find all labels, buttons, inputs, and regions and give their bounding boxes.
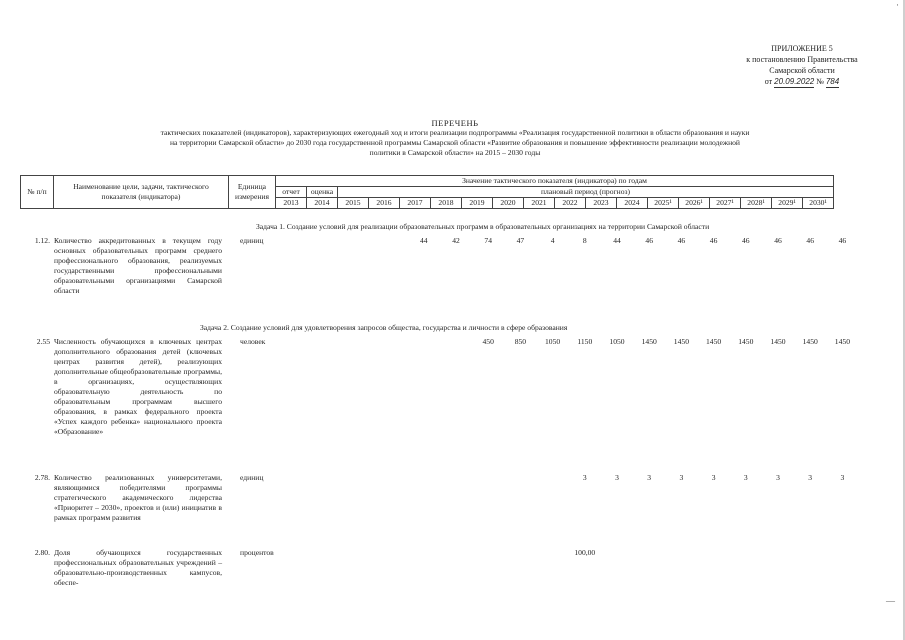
row-value-2023: 3 — [615, 473, 619, 482]
row-unit: единиц — [240, 236, 264, 245]
header-year: 2030¹ — [803, 198, 834, 209]
row-value-2026: 46 — [709, 236, 718, 245]
header-values-title: Значение тактического показателя (индикатора) по годам — [276, 176, 834, 187]
document-title — [40, 118, 870, 158]
row-indicator-name: Доля обучающихся государственных профессиональных образовательных учреждений – образовательно-производственных кампусов, обеспе- — [54, 548, 222, 587]
row-value-2030: 1450 — [834, 337, 850, 346]
row-value-2028: 1450 — [770, 337, 786, 346]
row-value-2024: 1450 — [641, 337, 657, 346]
header-year: 2022 — [555, 198, 586, 209]
row-value-2026: 1450 — [706, 337, 722, 346]
header-year: 2029¹ — [772, 198, 803, 209]
row-indicator-name: Численность обучающихся в ключевых центрах дополнительного образования детей (ключевых центрах развития детей), реализующих дополнительные общеобразовательные программы, в организациях, осуществляющих образовательную деятельность по образовательным программам высшего образования, в рамках федерального проекта «Успех каждого ребенка» национального проекта «Образование» — [54, 337, 222, 436]
row-value-2020: 850 — [514, 337, 527, 346]
header-estimate: оценка — [307, 187, 338, 198]
appendix-date: 20.09.2022 — [774, 77, 815, 86]
row-value-2021: 1050 — [545, 337, 561, 346]
title-line: тактических показателей (индикаторов), характеризующих ежегодный ход и итоги реализации подпрограммы «Реализация государственной политики в области образования и науки — [160, 128, 750, 137]
appendix-date-prefix: от — [764, 77, 773, 86]
row-value-2029: 3 — [808, 473, 813, 482]
header-year: 2018 — [431, 198, 462, 209]
row-value-2025: 3 — [679, 473, 684, 482]
title-heading: ПЕРЕЧЕНЬ — [431, 118, 479, 128]
row-value-2030: 46 — [838, 236, 847, 245]
appendix-title: ПРИЛОЖЕНИЕ 5 — [771, 44, 833, 53]
row-value-2022: 3 — [582, 473, 587, 482]
scan-mark-bottom: — — [886, 596, 895, 606]
header-year: 2024 — [617, 198, 648, 209]
row-value-2025: 1450 — [673, 337, 689, 346]
header-plan: плановый период (прогноз) — [338, 187, 834, 198]
header-year: 2017 — [400, 198, 431, 209]
row-value-2022: 100,00 — [574, 548, 596, 557]
row-value-2021: 4 — [550, 236, 555, 245]
appendix-line: Самарской области — [769, 66, 835, 75]
header-unit: Единица измерения — [229, 176, 276, 209]
row-value-2022: 8 — [582, 236, 587, 245]
row-unit: единиц — [240, 473, 264, 482]
header-year: 2015 — [338, 198, 369, 209]
header-year: 2016 — [369, 198, 400, 209]
row-value-2020: 47 — [516, 236, 525, 245]
row-value-2019: 74 — [484, 236, 492, 245]
row-value-2024: 46 — [645, 236, 653, 245]
header-num: № п/п — [21, 176, 54, 209]
appendix-line: к постановлению Правительства — [746, 55, 858, 64]
header-year: 2021 — [524, 198, 555, 209]
row-number: 2.80. — [34, 548, 50, 557]
header-report: отчет — [276, 187, 307, 198]
row-unit: человек — [240, 337, 266, 346]
header-year: 2023 — [586, 198, 617, 209]
row-value-2029: 46 — [806, 236, 814, 245]
title-line: на территории Самарской области» до 2030 года государственной программы Самарской области «Развитие образования и повышение эффективности реализации молодежной — [169, 138, 740, 147]
appendix-date-line — [727, 76, 877, 88]
scan-mark-top: · — [896, 0, 899, 10]
header-year: 2014 — [307, 198, 338, 209]
row-indicator-name: Количество аккредитованных в текущем году основных образовательных программ среднего профессионального образования, реализуемых государственными профессиональными образовательными организациями Самарской области — [54, 236, 222, 295]
row-value-2023: 1050 — [609, 337, 625, 346]
title-line: политики в Самарской области» на 2015 – 2030 годы — [369, 148, 541, 157]
row-value-2026: 3 — [711, 473, 716, 482]
row-value-2029: 1450 — [802, 337, 818, 346]
row-indicator-name: Количество реализованных университетами, являющимися победителями программы стратегического академического лидерства «Приоритет – 2030», проектов и (или) инициатив в рамках программ развития — [54, 473, 222, 522]
row-number: 2.55 — [36, 337, 50, 346]
header-year: 2020 — [493, 198, 524, 209]
appendix-number: 784 — [825, 77, 840, 86]
row-number: 1.12. — [34, 236, 50, 245]
row-value-2028: 3 — [776, 473, 780, 482]
row-unit: процентов — [240, 548, 274, 557]
row-value-2019: 450 — [482, 337, 494, 346]
row-value-2018: 42 — [452, 236, 460, 245]
row-value-2030: 3 — [840, 473, 845, 482]
row-value-2023: 44 — [613, 236, 621, 245]
row-value-2022: 1150 — [577, 337, 593, 346]
header-year: 2027¹ — [710, 198, 741, 209]
row-value-2017: 44 — [420, 236, 428, 245]
header-name: Наименование цели, задачи, тактического показателя (индикатора) — [54, 176, 229, 209]
task-heading: Задача 1. Создание условий для реализации образовательных программ в образовательных организациях на территории Самарской области — [256, 222, 710, 231]
table-header — [20, 175, 834, 209]
header-year: 2019 — [462, 198, 493, 209]
row-value-2028: 46 — [774, 236, 782, 245]
row-value-2027: 1450 — [738, 337, 754, 346]
appendix-no-label: № — [816, 77, 824, 86]
header-year: 2025¹ — [648, 198, 679, 209]
header-year: 2013 — [276, 198, 307, 209]
row-value-2027: 46 — [742, 236, 750, 245]
task-heading: Задача 2. Создание условий для удовлетворения запросов общества, государства и личности в сфере образования — [200, 323, 568, 332]
header-year: 2026¹ — [679, 198, 710, 209]
header-year: 2028¹ — [741, 198, 772, 209]
appendix-block — [727, 43, 877, 88]
row-number: 2.78. — [34, 473, 50, 482]
row-value-2025: 46 — [677, 236, 686, 245]
row-value-2027: 3 — [743, 473, 748, 482]
row-value-2024: 3 — [647, 473, 652, 482]
